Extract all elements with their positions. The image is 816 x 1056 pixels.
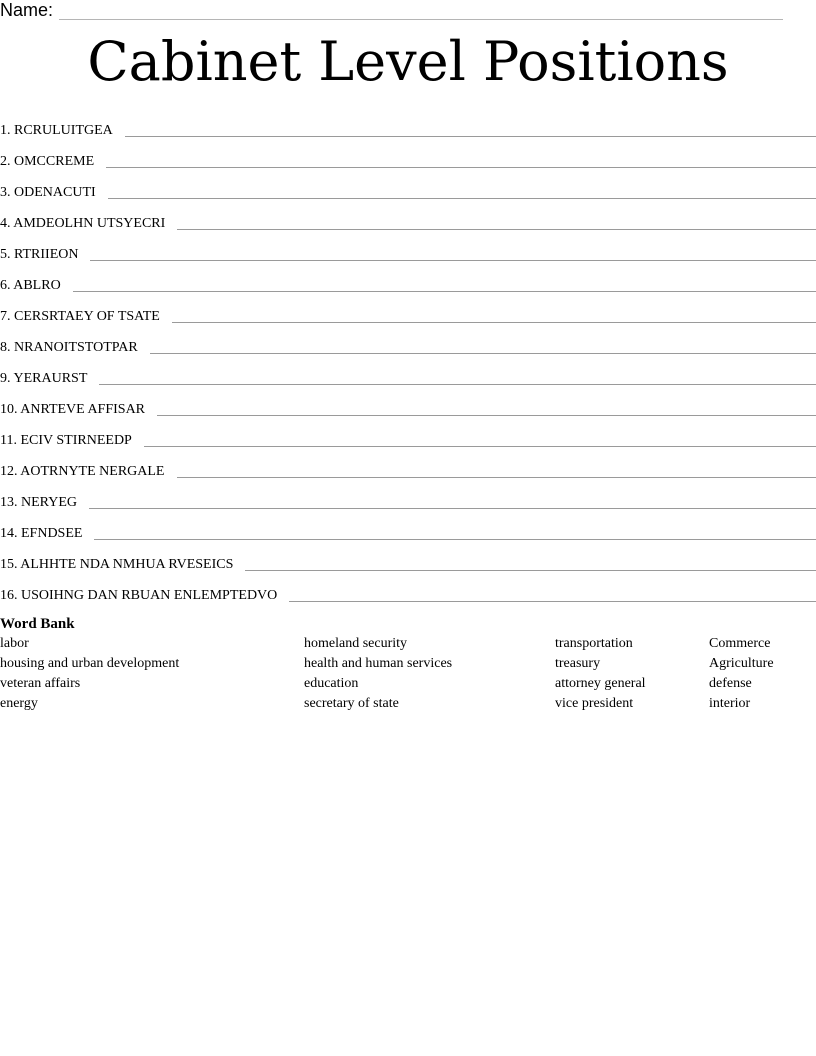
name-label: Name: <box>0 0 54 20</box>
word-bank-item: housing and urban development <box>0 656 180 671</box>
question-row <box>0 205 816 236</box>
word-bank-item: Commerce <box>709 636 771 651</box>
word-bank-item: education <box>304 676 359 691</box>
answer-line[interactable] <box>177 217 816 230</box>
page-title: Cabinet Level Positions <box>87 30 729 93</box>
answer-line[interactable] <box>177 465 816 478</box>
answer-line[interactable] <box>106 155 816 168</box>
scrambled-word: 2. OMCCREME <box>0 154 95 169</box>
question-row <box>0 329 816 360</box>
word-bank-title: Word Bank <box>0 616 75 632</box>
scrambled-word: 7. CERSRTAEY OF TSATE <box>0 309 160 324</box>
word-bank-item: Agriculture <box>709 656 774 671</box>
question-row <box>0 143 816 174</box>
answer-line[interactable] <box>245 558 816 571</box>
scrambled-word: 1. RCRULUITGEA <box>0 123 113 138</box>
scrambled-word: 13. NERYEG <box>0 495 77 510</box>
answer-line[interactable] <box>172 310 816 323</box>
question-row <box>0 515 816 546</box>
word-bank-item: interior <box>709 696 751 711</box>
question-row <box>0 298 816 329</box>
answer-line[interactable] <box>89 496 816 509</box>
word-bank-item: veteran affairs <box>0 676 81 691</box>
question-row <box>0 236 816 267</box>
name-field-row <box>0 0 783 20</box>
scrambled-word: 12. AOTRNYTE NERGALE <box>0 464 165 479</box>
answer-line[interactable] <box>150 341 816 354</box>
question-row <box>0 112 816 143</box>
word-bank-item: defense <box>709 676 752 691</box>
word-bank-item: treasury <box>555 656 601 671</box>
scrambled-word: 6. ABLRO <box>0 278 61 293</box>
question-list <box>0 112 816 608</box>
scrambled-word: 9. YERAURST <box>0 371 88 386</box>
answer-line[interactable] <box>157 403 816 416</box>
answer-line[interactable] <box>125 124 816 137</box>
answer-line[interactable] <box>144 434 816 447</box>
word-bank-item: labor <box>0 636 29 651</box>
question-row <box>0 391 816 422</box>
answer-line[interactable] <box>108 186 816 199</box>
scrambled-word: 4. AMDEOLHN UTSYECRI <box>0 216 166 231</box>
answer-line[interactable] <box>73 279 816 292</box>
question-row <box>0 422 816 453</box>
scrambled-word: 10. ANRTEVE AFFISAR <box>0 402 146 417</box>
word-bank-item: vice president <box>555 696 634 711</box>
word-bank-item: attorney general <box>555 676 646 691</box>
word-bank-item: secretary of state <box>304 696 399 711</box>
scrambled-word: 8. NRANOITSTOTPAR <box>0 340 138 355</box>
scrambled-word: 3. ODENACUTI <box>0 185 96 200</box>
answer-line[interactable] <box>289 589 816 602</box>
question-row <box>0 360 816 391</box>
answer-line[interactable] <box>90 248 816 261</box>
word-bank <box>0 614 816 714</box>
scrambled-word: 5. RTRIIEON <box>0 247 79 262</box>
word-bank-item: health and human services <box>304 656 453 671</box>
scrambled-word: 11. ECIV STIRNEEDP <box>0 433 132 448</box>
answer-line[interactable] <box>99 372 816 385</box>
question-row <box>0 174 816 205</box>
name-input-line[interactable] <box>59 3 783 20</box>
word-bank-item: energy <box>0 696 38 711</box>
question-row <box>0 267 816 298</box>
question-row <box>0 546 816 577</box>
word-bank-grid <box>0 634 816 714</box>
scrambled-word: 14. EFNDSEE <box>0 526 83 541</box>
scrambled-word: 15. ALHHTE NDA NMHUA RVESEICS <box>0 557 234 572</box>
question-row <box>0 577 816 608</box>
scrambled-word: 16. USOIHNG DAN RBUAN ENLEMPTEDVO <box>0 588 278 603</box>
answer-line[interactable] <box>94 527 816 540</box>
word-bank-item: transportation <box>555 636 633 651</box>
question-row <box>0 484 816 515</box>
word-bank-item: homeland security <box>304 636 408 651</box>
question-row <box>0 453 816 484</box>
